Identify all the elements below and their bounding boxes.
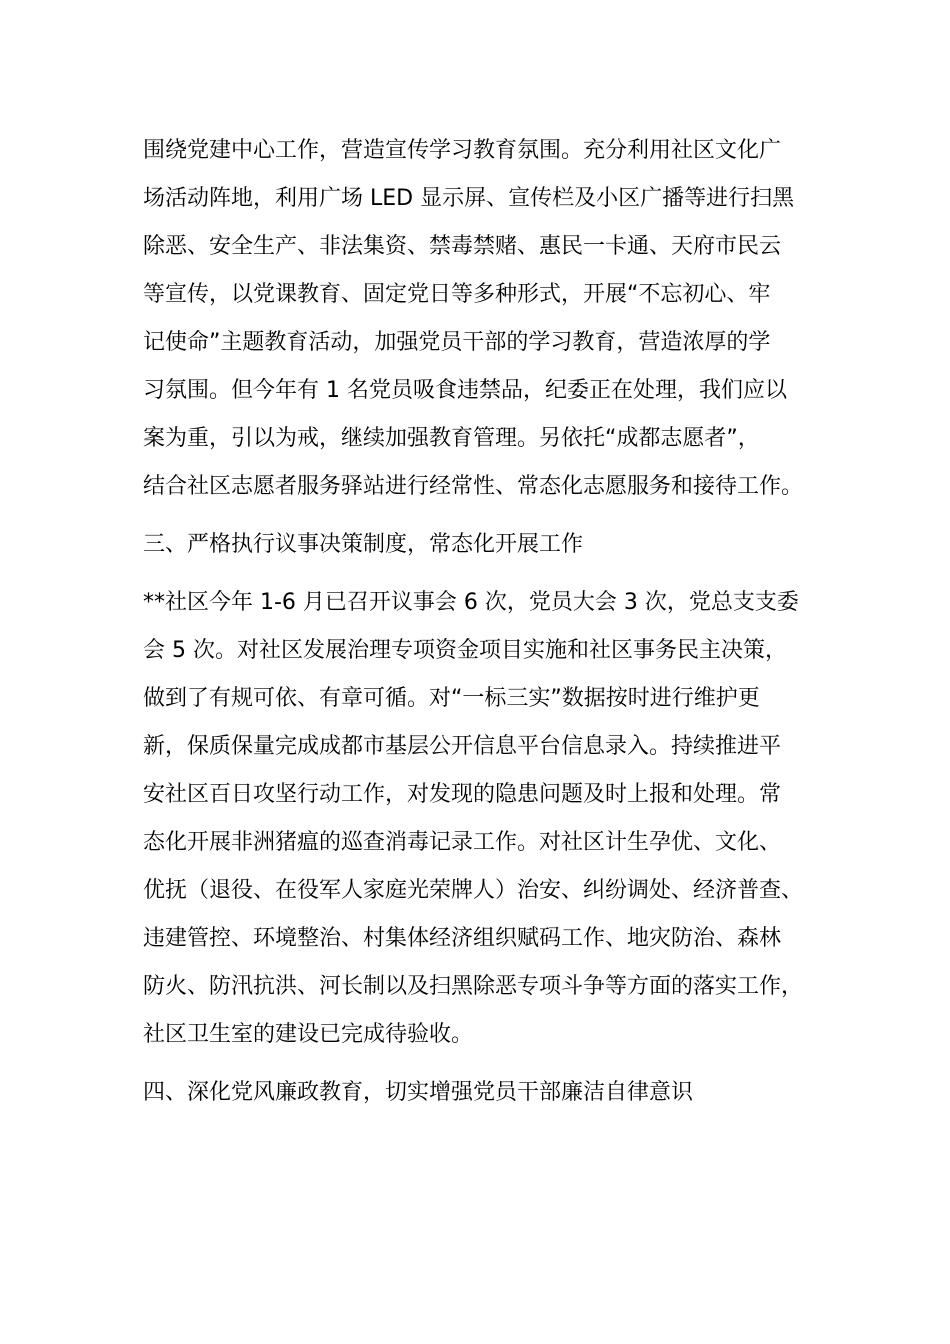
section-heading-3: 三、严格执行议事决策制度，常态化开展工作 [143, 532, 584, 557]
paragraph-line: 除恶、安全生产、非法集资、禁毒禁赌、惠民一卡通、天府市民云 [143, 234, 782, 259]
paragraph-line: 社区卫生室的建设已完成待验收。 [143, 1022, 474, 1047]
paragraph-line: 围绕党建中心工作，营造宣传学习教育氛围。充分利用社区文化广 [143, 138, 782, 163]
paragraph-line: 安社区百日攻坚行动工作，对发现的隐患问题及时上报和处理。常 [143, 782, 782, 807]
paragraph-spacer [143, 511, 808, 521]
paragraph-line: 新，保质保量完成成都市基层公开信息平台信息录入。持续推进平 [143, 734, 782, 759]
paragraph-decision-system [143, 579, 808, 1059]
paragraph-line: 会 5 次。对社区发展治理专项资金项目实施和社区事务民主决策， [143, 638, 787, 663]
paragraph-line: 做到了有规可依、有章可循。对“一标三实”数据按时进行维护更 [143, 686, 760, 711]
paragraph-line: 场活动阵地，利用广场 LED 显示屏、宣传栏及小区广播等进行扫黑 [143, 186, 795, 211]
paragraph-line: 违建管控、环境整治、村集体经济组织赋码工作、地灾防治、森林 [143, 926, 782, 951]
section-heading-4: 四、深化党风廉政教育，切实增强党员干部廉洁自律意识 [143, 1080, 694, 1105]
paragraph-line: 案为重，引以为戒，继续加强教育管理。另依托“成都志愿者”， [143, 426, 760, 451]
paragraph-line: **社区今年 1-6 月已召开议事会 6 次，党员大会 3 次，党总支支委 [143, 590, 799, 615]
paragraph-line: 等宣传，以党课教育、固定党日等多种形式，开展“不忘初心、牢 [143, 282, 771, 307]
paragraph-line: 态化开展非洲猪瘟的巡查消毒记录工作。对社区计生孕优、文化、 [143, 830, 782, 855]
paragraph-line: 习氛围。但今年有 1 名党员吸食违禁品，纪委正在处理，我们应以 [143, 378, 787, 403]
paragraph-line: 记使命”主题教育活动，加强党员干部的学习教育，营造浓厚的学 [143, 330, 771, 355]
paragraph-line: 结合社区志愿者服务驿站进行经常性、常态化志愿服务和接待工作。 [143, 474, 804, 499]
paragraph-line: 防火、防汛抗洪、河长制以及扫黑除恶专项斗争等方面的落实工作， [143, 974, 804, 999]
paragraph-spacer [143, 569, 808, 579]
paragraph-spacer [143, 1059, 808, 1069]
paragraph-line: 优抚（退役、在役军人家庭光荣牌人）治安、纠纷调处、经济普查、 [143, 878, 804, 903]
paragraph-propaganda [143, 127, 808, 511]
document-body [143, 127, 808, 1117]
